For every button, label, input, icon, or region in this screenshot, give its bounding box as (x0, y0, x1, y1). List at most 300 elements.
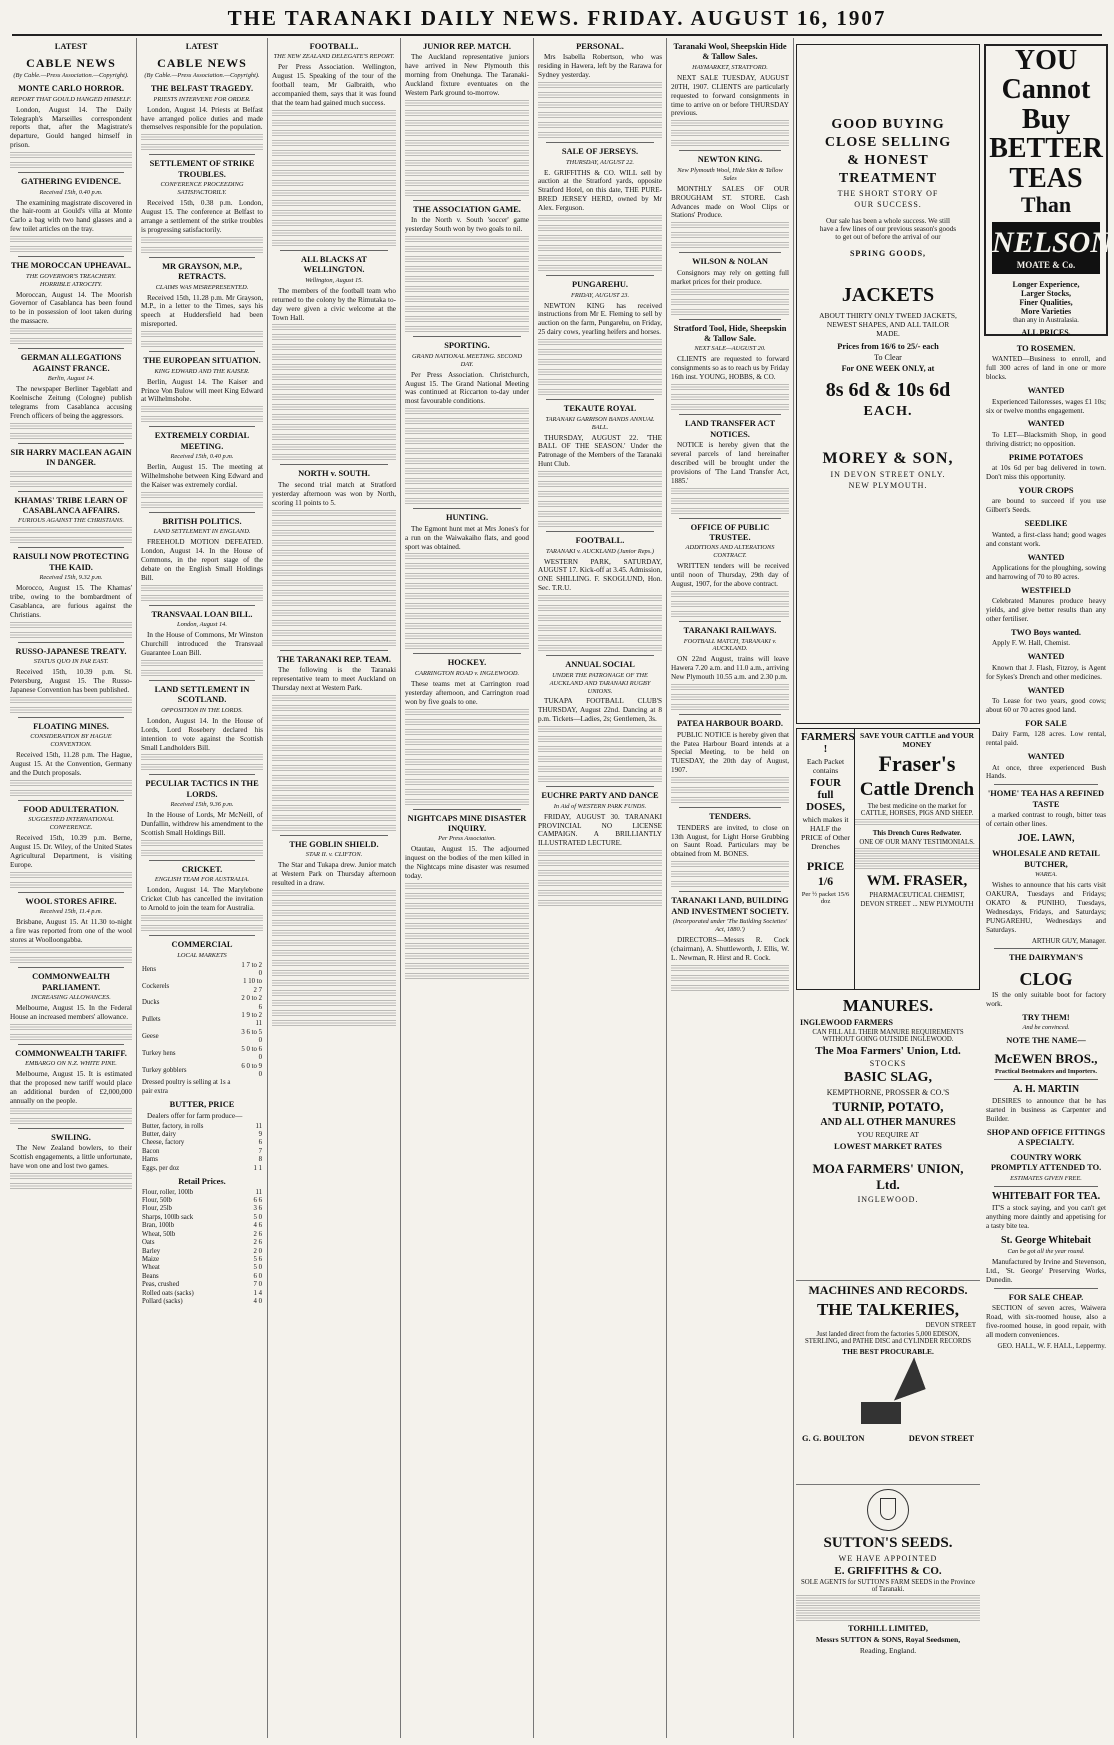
text-block (272, 735, 396, 742)
text-block (405, 140, 529, 147)
section-heading: TARANAKI LAND, BUILDING AND INVESTMENT SOCIETY. (671, 896, 789, 916)
text-block (272, 520, 396, 527)
text-block (405, 789, 529, 796)
column-4 (401, 38, 534, 1738)
martin-heading: A. H. MARTIN (1012, 1083, 1080, 1095)
text-block (671, 222, 789, 229)
divider (679, 414, 781, 415)
section-text: FREEHOLD MOTION DEFEATED. London, August 14. In the House of Commons, in the report stage of the debate on the English Small Holdings Bill. (141, 538, 263, 582)
maker-name: WM. FRASER, (866, 873, 968, 889)
text-block (538, 112, 662, 119)
table-cell-item: Bran, 100lb (142, 1222, 175, 1230)
dairyman-heading: THE DAIRYMAN'S (1009, 953, 1083, 963)
table-row (141, 1239, 263, 1247)
text-block (671, 861, 789, 868)
text-block (671, 130, 789, 137)
section-text: NOTICE is hereby given that the several parcels of land hereinafter described will be brought under the provisions of 'The Land Transfer Act, 1885.' (671, 441, 789, 485)
cattle-drench-brand: Cattle Drench (859, 779, 975, 800)
column-8 (982, 340, 1110, 1738)
text-block (272, 910, 396, 917)
table-cell-item: Beans (142, 1272, 159, 1280)
divider (18, 1128, 124, 1129)
manures-heading: MANURES. (842, 996, 934, 1015)
text-block (671, 498, 789, 505)
text-block (272, 610, 396, 617)
section-heading: CRICKET. (181, 865, 223, 875)
whitebait-year: Can be got all the year round. (1007, 1248, 1085, 1256)
records-text: Just landed direct from the factories 5,000 EDISON, STERLING, and PATHE DISC and CYLINDER RECORDS (804, 1331, 972, 1345)
text-block (855, 848, 979, 870)
text-block (405, 603, 529, 610)
table-cell-price: 4 0 (253, 1298, 262, 1306)
text-block (272, 600, 396, 607)
text-block (272, 950, 396, 957)
table-row (141, 1298, 263, 1306)
section-text: The newspaper Berliner Tageblatt and Koelnische Zeitung (Cologne) publish telegrams from Casablanca accusing French officers of being the aggressors. (10, 385, 132, 420)
text-block (405, 498, 529, 505)
jackets-text: ABOUT THIRTY ONLY TWEED JACKETS, NEWEST SHAPES, AND ALL TAILOR MADE. (819, 311, 957, 338)
text-block (671, 384, 789, 391)
divider (149, 605, 255, 606)
varieties-line: More Varieties (1020, 307, 1072, 317)
text-block (141, 144, 263, 151)
text-block (405, 563, 529, 570)
divider (149, 351, 255, 352)
section-heading: FOOTBALL. (309, 42, 359, 51)
text-block (272, 775, 396, 782)
section-text: NEWTON KING has received instructions from Mr E. Fleming to sell by auction on the farm, Pungarehu, on Friday, 25 dairy cows, yearling heifers and horses. (538, 301, 662, 337)
cable-news-title: CABLE NEWS (26, 56, 116, 71)
text-block (405, 593, 529, 600)
section-heading: Stratford Tool, Hide, Sheepskin & Tallow Sale. (673, 323, 787, 344)
text-block (405, 326, 529, 333)
good-buying-line: GOOD BUYING (831, 117, 945, 132)
teas-line: TEAS (1009, 162, 1083, 194)
text-block (405, 943, 529, 950)
text-block (405, 973, 529, 980)
text-block (671, 797, 789, 804)
martin-estimates: ESTIMATES GIVEN FREE. (1010, 1174, 1082, 1182)
section-text: CLIENTS are requested to forward consignments so as to reach us by Friday 16th inst. YOUNG, HOBBS, & CO. (671, 355, 789, 382)
text-block (405, 458, 529, 465)
divider (413, 508, 521, 509)
try-them: TRY THEM! (1022, 1013, 1070, 1023)
classified-heading: WANTED (1027, 685, 1065, 695)
cable-news-title: CABLE NEWS (157, 56, 247, 71)
text-block (141, 840, 263, 847)
other-manures: AND ALL OTHER MANURES (820, 1117, 956, 1128)
text-block (272, 620, 396, 627)
text-block (272, 160, 396, 167)
text-block (538, 122, 662, 129)
manures-ad (796, 994, 980, 1278)
text-block (405, 100, 529, 107)
text-block (272, 705, 396, 712)
divider (149, 680, 255, 681)
section-subheading: TARANAKI GARRISON BANDS ANNUAL BALL. (545, 415, 655, 431)
text-block (272, 180, 396, 187)
section-text: Consignors may rely on getting full market prices for their produce. (671, 268, 789, 286)
section-heading: TARANAKI RAILWAYS. (683, 626, 777, 636)
section-subheading: Received 15th, 9.32 p.m. (39, 574, 103, 582)
text-block (141, 660, 263, 667)
table-cell-price: 5 0 (253, 1264, 262, 1272)
table-cell-price: 1 4 (253, 1289, 262, 1297)
text-block (10, 527, 132, 534)
text-block (538, 645, 662, 652)
text-block (405, 448, 529, 455)
section-subheading: New Plymouth Wool, Hide Skin & Tallow Sales (677, 166, 783, 182)
sale-cheap-text: SECTION of seven acres, Waiwera Road, with six-roomed house, also a five-roomed house, in good repair, with all modern conveniences. (986, 1304, 1106, 1340)
section-heading: ALL BLACKS AT WELLINGTON. (301, 254, 367, 275)
section-heading: BRITISH POLITICS. (162, 516, 242, 526)
section-heading: RAISULI NOW PROTECTING THE KAID. (12, 552, 130, 572)
drench-price: PRICE 1/6 (806, 859, 845, 888)
text-block (671, 299, 789, 306)
home-tea-text: a marked contrast to rough, bitter teas of certain other lines. (986, 811, 1106, 829)
butter-text: Dealers offer for farm produce— (147, 1111, 243, 1120)
martin-text: DESIRES to announce that he has started in business as Carpenter and Builder. (986, 1097, 1106, 1124)
divider (413, 200, 521, 201)
divider (679, 714, 781, 715)
text-block (405, 296, 529, 303)
text-block (141, 764, 263, 771)
text-block (272, 815, 396, 822)
section-heading: OFFICE OF PUBLIC TRUSTEE. (690, 522, 770, 543)
table-cell-price: 6 (258, 1139, 262, 1147)
nelson-logo-text: NELSON (992, 226, 1113, 260)
section-text: NEXT SALE TUESDAY, AUGUST 20TH, 1907. CLIENTS are particularly requested to forward consignments in time to arrive on or before THURSDAY previous. (671, 73, 789, 118)
section-text: MONTHLY SALES OF OUR BROUGHAM ST. STORE. Cash Advances made on Wool Clips or Stations' Produce. (671, 184, 789, 220)
copyright-credit: (By Cable.—Press Association.—Copyright). (13, 72, 129, 80)
moa-union-ltd: MOA FARMERS' UNION, Ltd. (812, 1161, 964, 1192)
section-heading: PECULIAR TACTICS IN THE LORDS. (145, 779, 259, 799)
table-row (141, 1197, 263, 1205)
whitebait-heading: WHITEBAIT FOR TEA. (991, 1190, 1101, 1202)
table-row (141, 1123, 263, 1131)
section-subheading: UNDER THE PATRONAGE OF THE AUCKLAND AND TARANAKI RUGBY UNIONS. (549, 671, 651, 695)
text-block (538, 635, 662, 642)
text-block (538, 379, 662, 386)
section-subheading: (Incorporated under 'The Building Societies' Act, 1880.') (672, 918, 788, 934)
section-heading: HOCKEY. (447, 658, 487, 668)
text-block (141, 492, 263, 499)
col1-sections (10, 84, 132, 1190)
table-cell-price: 2 0 (253, 1247, 262, 1255)
col6-ads (671, 42, 789, 992)
table-cell-price: 5 6 (253, 1255, 262, 1263)
table-row (141, 1012, 263, 1029)
section-subheading: ENGLISH TEAM FOR AUSTRALIA. (154, 876, 250, 884)
divider (18, 642, 124, 643)
table-row (141, 962, 263, 979)
table-cell-item: Ducks (142, 999, 160, 1007)
divider (18, 547, 124, 548)
text-block (405, 893, 529, 900)
text-block (538, 511, 662, 518)
stocks-label: STOCKS (869, 1059, 907, 1068)
text-block (538, 850, 662, 857)
text-block (538, 625, 662, 632)
text-block (141, 850, 263, 857)
divider (679, 518, 781, 519)
nelson-logo (992, 222, 1113, 274)
table-cell-item: Butter, dairy (142, 1131, 177, 1139)
section-heading: SWILING. (51, 1132, 91, 1142)
section-subheading: THURSDAY, AUGUST 22. (565, 158, 635, 166)
divider (280, 835, 388, 836)
section-heading: FOOD ADULTERATION. (23, 804, 119, 814)
text-block (671, 965, 789, 972)
lawn-sub: WHOLESALE AND RETAIL BUTCHER, (992, 849, 1100, 869)
flour-prices-table (141, 1189, 263, 1307)
basic-slag: BASIC SLAG, (844, 1070, 932, 1085)
text-block (10, 328, 132, 335)
section-subheading: CARRINGTON ROAD v. INGLEWOOD. (414, 669, 520, 677)
section-heading: SIR HARRY MACLEAN AGAIN IN DANGER. (10, 447, 132, 468)
drench-description: The best medicine on the market for CATTLE, HORSES, PIGS AND SHEEP. (860, 803, 974, 817)
lawn-heading: JOE. LAWN, (1017, 833, 1075, 845)
text-block (272, 795, 396, 802)
classified-text: To LET—Blacksmith Shop, in good thriving district; no opposition. (986, 430, 1106, 448)
martin-country: COUNTRY WORK PROMPTLY ATTENDED TO. (990, 1152, 1102, 1173)
section-text: Melbourne, August 15. In the Federal House an increased members' allowance. (10, 1003, 132, 1021)
divider (679, 807, 781, 808)
section-text: THURSDAY, AUGUST 22. 'THE BALL OF THE SEASON.' Under the Patronage of the Members of the Taranaki Hunt Club. (538, 433, 662, 469)
text-block (405, 170, 529, 177)
you-line: YOU (1014, 45, 1078, 76)
text-block (855, 819, 979, 826)
text-block (538, 501, 662, 508)
torhill-name: TORHILL LIMITED, (848, 1624, 928, 1633)
text-block (10, 338, 132, 345)
table-row (141, 1222, 263, 1230)
text-block (538, 890, 662, 897)
text-block (671, 289, 789, 296)
success-line: OUR SUCCESS. (854, 200, 922, 209)
text-block (405, 729, 529, 736)
text-block (405, 903, 529, 910)
text-block (796, 1595, 980, 1621)
text-block (272, 890, 396, 897)
appointed-label: WE HAVE APPOINTED (838, 1554, 938, 1563)
divider (149, 512, 255, 513)
close-selling-line: CLOSE SELLING (824, 135, 952, 150)
section-subheading: FOOTBALL MATCH, TARANAKI v. AUCKLAND. (683, 637, 777, 653)
table-cell-item: Sharps, 100lb sack (142, 1213, 194, 1221)
table-row (141, 1248, 263, 1256)
text-block (272, 510, 396, 517)
divider (679, 150, 781, 151)
text-block (538, 265, 662, 272)
retail-heading: Retail Prices. (178, 1177, 226, 1187)
table-cell-price: 1 10 to 2 7 (243, 978, 262, 994)
text-block (405, 953, 529, 960)
table-cell-item: Oats (142, 1239, 155, 1247)
classified-heading: TWO Boys wanted. (1010, 627, 1082, 637)
section-subheading: REPORT THAT GOULD HANGED HIMSELF. (10, 95, 132, 103)
section-heading: MONTE CARLO HORROR. (18, 84, 124, 94)
text-block (671, 975, 789, 982)
col2-sections (141, 84, 263, 932)
divider (280, 464, 388, 465)
half-price-text: which makes it HALF the PRICE of Other Drenches (801, 815, 850, 851)
inglewood-farmers: INGLEWOOD FARMERS (800, 1018, 893, 1027)
section-text: E. GRIFFITHS & CO. WILL sell by auction at the Stratford yards, opposite Stratford Hotel, on this date, THE PURE-BRED JERSEY HERD, owned by Mr Alex. Ferguson. (538, 168, 662, 213)
section-subheading: LAND SETTLEMENT IN ENGLAND. (153, 528, 251, 536)
save-cattle-text: SAVE YOUR CATTLE and YOUR MONEY (860, 731, 974, 749)
section-heading: JUNIOR REP. MATCH. (423, 42, 511, 51)
text-block (10, 481, 132, 488)
sale-text: Our sale has been a whole success. We still have a few lines of our previous season's goods to get out of before the arrival of our (819, 217, 957, 241)
text-block (671, 404, 789, 411)
divider (546, 275, 654, 276)
section-text: Mrs Isabella Robertson, who was residing in Hawera, left by the Rarawa for Sydney yesterday. (538, 53, 662, 80)
clog-heading: CLOG (1019, 968, 1073, 989)
table-cell-price (237, 1079, 263, 1096)
qualities-line: Finer Qualities, (1019, 298, 1073, 308)
table-cell-item: Wheat, 50lb (142, 1230, 176, 1238)
divider (18, 256, 124, 257)
table-row (141, 1273, 263, 1281)
redwater-text: This Drench Cures Redwater. (872, 829, 962, 837)
section-text: London, August 14. Priests at Belfast have arranged police duties and made themselves responsible for the population. (141, 105, 263, 132)
text-block (272, 334, 396, 341)
text-block (272, 825, 396, 832)
text-block (405, 749, 529, 756)
inglewood-label: INGLEWOOD. (857, 1195, 919, 1204)
column-1 (6, 38, 137, 1738)
text-block (272, 120, 396, 127)
table-row (141, 1029, 263, 1046)
table-cell-price: 3 6 to 5 0 (241, 1028, 262, 1045)
can-fill-text: CAN FILL ALL THEIR MANURE REQUIREMENTS WITHOUT GOING OUTSIDE INGLEWOOD. (812, 1029, 964, 1043)
section-heading: COMMONWEALTH PARLIAMENT. (32, 972, 110, 992)
section-heading: THE TARANAKI REP. TEAM. (277, 654, 391, 664)
text-block (272, 940, 396, 947)
note-name: NOTE THE NAME— (1006, 1036, 1086, 1046)
section-text: WESTERN PARK, SATURDAY, AUGUST 17. Kick-off at 3.45. Admission, ONE SHILLING. F. SKOGLUND, Hon. Sec. T.R.U. (538, 557, 662, 593)
text-block (10, 1034, 132, 1041)
table-row (141, 1131, 263, 1139)
classified-heading: WANTED (1027, 652, 1065, 662)
text-block (671, 694, 789, 701)
divider (18, 172, 124, 173)
section-heading: HUNTING. (445, 513, 489, 523)
text-block (405, 739, 529, 746)
text-block (272, 570, 396, 577)
text-block (538, 870, 662, 877)
experience-line: Longer Experience, (1012, 280, 1080, 290)
latest-label: LATEST (54, 42, 88, 51)
table-cell-price: 7 (258, 1147, 262, 1155)
table-cell-item: Dressed poultry is selling at 1s a pair extra (142, 1079, 231, 1095)
best-procurable: THE BEST PROCURABLE. (842, 1347, 934, 1356)
text-block (10, 882, 132, 889)
divider (149, 426, 255, 427)
classified-ads (986, 344, 1106, 781)
classified-heading: WESTFIELD (1021, 585, 1071, 595)
table-row (141, 1165, 263, 1173)
text-block (10, 622, 132, 629)
section-heading: GATHERING EVIDENCE. (21, 177, 121, 187)
buy-line: Buy (1021, 103, 1071, 135)
text-block (272, 640, 396, 647)
table-row (141, 1189, 263, 1197)
section-heading: EUCHRE PARTY AND DANCE (541, 791, 659, 801)
text-block (10, 236, 132, 243)
stocks-line: Larger Stocks, (1020, 289, 1072, 299)
text-block (141, 595, 263, 602)
table-cell-item: Pullets (142, 1016, 161, 1024)
text-block (671, 120, 789, 127)
classified-text: at 10s 6d per bag delivered in town. Don't miss this opportunity. (986, 464, 1106, 482)
classified-text: At once, three experienced Bush Hands. (986, 763, 1106, 781)
section-text: Received 15th, 11.28 p.m. The Hague, August 15. At the Convention, Germany and the Dutch proposals. (10, 751, 132, 778)
divider (413, 809, 521, 810)
text-block (10, 1024, 132, 1031)
text-block (10, 780, 132, 787)
table-cell-item: Hams (142, 1156, 158, 1164)
section-text: Berlin, August 14. The Kaiser and Prince Von Bulow will meet King Edward at Wilhelmshohe. (141, 377, 263, 404)
text-block (405, 883, 529, 890)
text-block (405, 236, 529, 243)
sole-agents-text: SOLE AGENTS for SUTTON'S FARM SEEDS in the Province of Taranaki. (801, 1579, 975, 1593)
lawn-manager: ARTHUR GUY, Manager. (1031, 936, 1106, 945)
text-block (272, 930, 396, 937)
table-cell-item: Hens (142, 965, 156, 973)
text-block (405, 150, 529, 157)
section-heading: THE ASSOCIATION GAME. (413, 205, 521, 215)
table-cell-item: Turkey gobblers (142, 1066, 187, 1074)
nelson-tea-ad (984, 44, 1113, 338)
divider (18, 892, 124, 893)
text-block (538, 82, 662, 89)
firm-address: IN DEVON STREET ONLY. (830, 470, 946, 479)
section-subheading: FRIDAY, AUGUST 23. (570, 291, 630, 299)
text-block (10, 947, 132, 954)
text-block (272, 970, 396, 977)
text-block (272, 725, 396, 732)
text-block (10, 957, 132, 964)
section-text: Received 15th, 10.39 p.m. Berne, August 15. Dr. Wiley, of the United States Agricultural Department, is visiting Europe. (10, 834, 132, 870)
section-heading: PUNGAREHU. (571, 280, 629, 290)
section-text: In the House of Lords, Mr McNeill, of Dunfallin, withdrew his amendment to the Scottish Small Holdings Bill. (141, 811, 263, 838)
require-at: YOU REQUIRE AT (856, 1130, 919, 1139)
text-block (405, 623, 529, 630)
text-block (10, 246, 132, 253)
text-block (671, 787, 789, 794)
text-block (405, 418, 529, 425)
talkeries-ad (796, 1280, 980, 1480)
col3-sections (272, 42, 396, 1027)
section-text: Morocco, August 15. The Khamas' tribe, owing to the bombardment of Casablanca, are furious against the Christians. (10, 584, 132, 619)
section-heading: SALE OF JERSEYS. (561, 147, 639, 157)
text-block (141, 502, 263, 509)
text-block (405, 160, 529, 167)
divider (280, 250, 388, 251)
text-block (405, 256, 529, 263)
text-block (272, 444, 396, 451)
section-text: PUBLIC NOTICE is hereby given that the Patea Harbour Board intends at a Special Meeting, to be held on TUESDAY, the 20th day of August, 1907. (671, 730, 789, 775)
divider (994, 1186, 1098, 1187)
text-block (671, 508, 789, 515)
text-block (405, 719, 529, 726)
table-row (141, 1281, 263, 1289)
divider (413, 653, 521, 654)
text-block (405, 779, 529, 786)
classified-text: Applications for the ploughing, sowing and harrowing of 70 to 80 acres. (986, 563, 1106, 581)
